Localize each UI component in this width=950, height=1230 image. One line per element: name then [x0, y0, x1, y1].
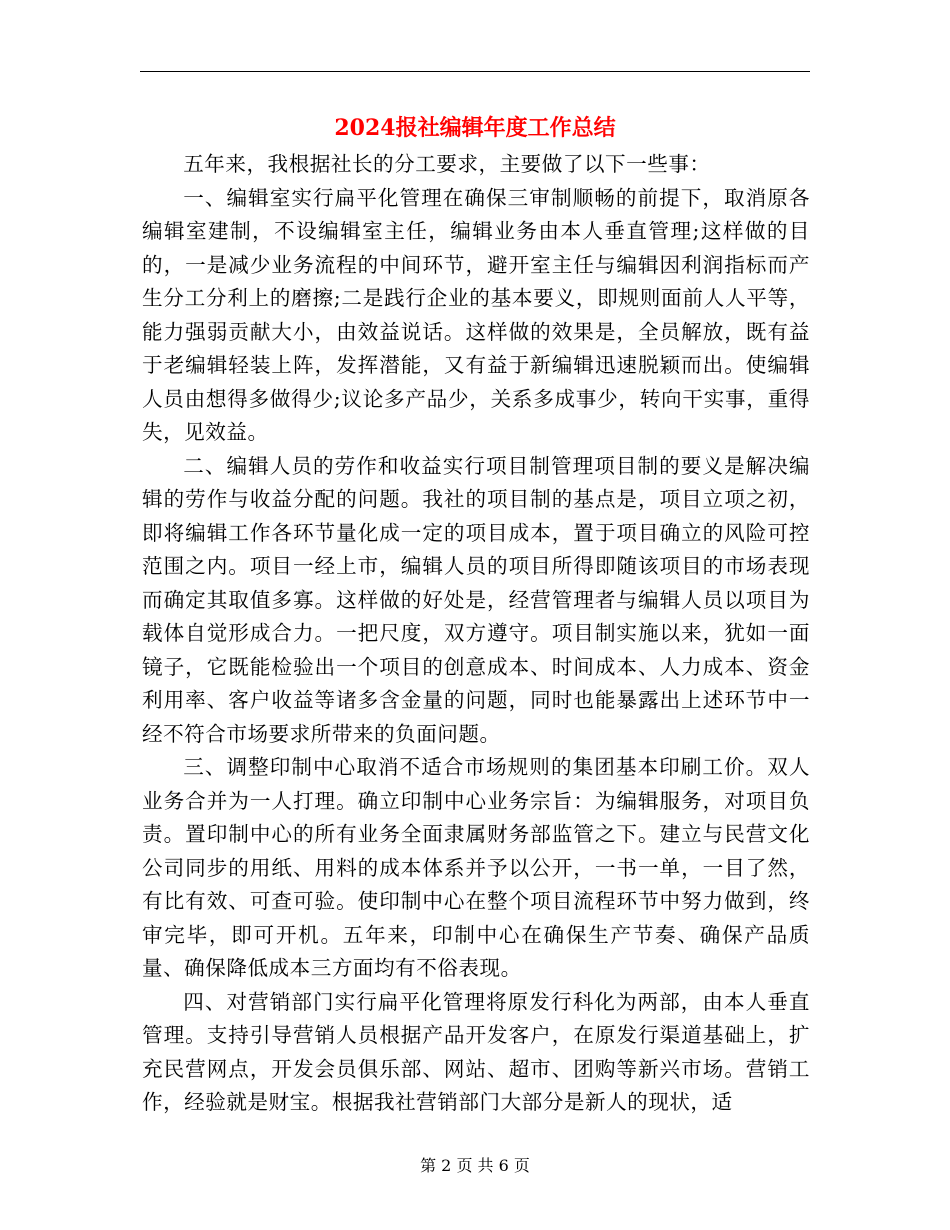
paragraph-intro: 五年来，我根据社长的分工要求，主要做了以下一些事： [183, 152, 711, 176]
paragraph-section-2: 二、编辑人员的劳作和收益实行项目制管理项目制的要义是解决编辑的劳作与收益分配的问题。我社的项目制的基点是，项目立项之初，即将编辑工作各环节量化成一定的项目成本，置于项目确立的风险可控范围之内。项目一经上市，编辑人员的项目所得即随该项目的市场表现而确定其取值多寡。这样做的好处是，经营管理者与编辑人员以项目为载体自觉形成合力。一把尺度，双方遵守。项目制实施以来，犹如一面镜子，它既能检验出一个项目的创意成本、时间成本、人力成本、资金利用率、客户收益等诸多含金量的问题，同时也能暴露出上述环节中一经不符合市场要求所带来的负面问题。 [142, 453, 810, 746]
paragraph-section-4: 四、对营销部门实行扁平化管理将原发行科化为两部，由本人垂直管理。支持引导营销人员根据产品开发客户，在原发行渠道基础上，扩充民营网点，开发会员俱乐部、网站、超市、团购等新兴市场。营销工作，经验就是财宝。根据我社营销部门大部分是新人的现状，适 [142, 989, 810, 1114]
paragraph-section-3: 三、调整印制中心取消不适合市场规则的集团基本印刷工价。双人业务合并为一人打理。确立印制中心业务宗旨：为编辑服务，对项目负责。置印制中心的所有业务全面隶属财务部监管之下。建立与民营文化公司同步的用纸、用料的成本体系并予以公开，一书一单，一目了然，有比有效、可查可验。使印制中心在整个项目流程环节中努力做到，终审完毕，即可开机。五年来，印制中心在确保生产节奏、确保产品质量、确保降低成本三方面均有不俗表现。 [142, 755, 810, 980]
document-title: 2024报社编辑年度工作总结 [334, 115, 616, 141]
document-body [142, 148, 810, 1120]
page-number-footer: 第 2 页 共 6 页 [420, 1156, 530, 1175]
paragraph-section-1: 一、编辑室实行扁平化管理在确保三审制顺畅的前提下，取消原各编辑室建制，不设编辑室主任，编辑业务由本人垂直管理;这样做的目的，一是减少业务流程的中间环节，避开室主任与编辑因利润指标而产生分工分利上的磨擦;二是践行企业的基本要义，即规则面前人人平等，能力强弱贡献大小，由效益说话。这样做的效果是，全员解放，既有益于老编辑轻装上阵，发挥潜能，又有益于新编辑迅速脱颖而出。使编辑人员由想得多做得少;议论多产品少，关系多成事少，转向干实事，重得失，见效益。 [142, 185, 810, 444]
header-rule [140, 71, 810, 72]
